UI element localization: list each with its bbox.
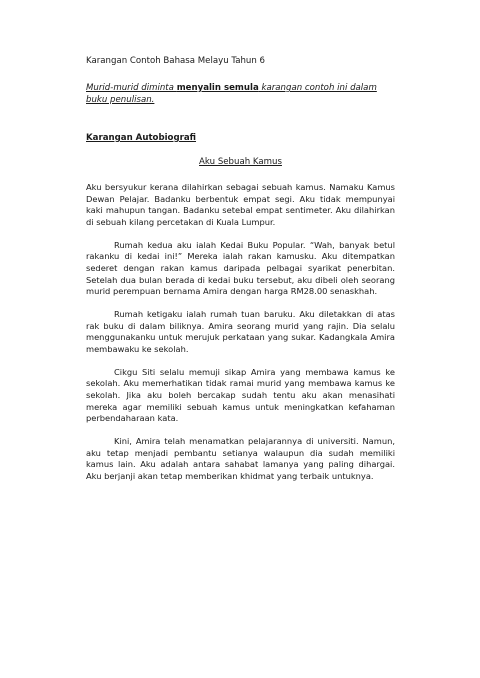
essay-title: Aku Sebuah Kamus	[199, 157, 282, 167]
instruction-emphasis: menyalin semula	[176, 83, 259, 93]
essay-paragraph-1: Aku bersyukur kerana dilahirkan sebagai sebuah kamus. Namaku Kamus Dewan Pelajar. Badanku berbentuk empat segi. Aku tidak mempunyai kaki mahupun tangan. Badanku setebal empat sentimeter. Aku dilahirkan di sebuah kilang percetakan di Kuala Lumpur.	[86, 182, 395, 227]
essay-paragraph-5: Kini, Amira telah menamatkan pelajarannya di universiti. Namun, aku tetap menjadi pembantu setianya walaupun dia sudah memiliki kamus lain. Aku adalah antara sahabat lamanya yang paling dihargai. Aku berjanji akan tetap memberikan khidmat yang terbaik untuknya.	[86, 436, 395, 482]
instruction-part-1: Murid-murid diminta	[86, 83, 177, 93]
essay-paragraph-2: Rumah kedua aku ialah Kedai Buku Popular. “Wah, banyak betul rakanku di kedai ini!” Mereka ialah rakan kamusku. Aku ditempatkan sederet dengan rakan kamus daripada pelbagai syarikat penerbitan. Setelah dua bulan berada di kedai buku tersebut, aku dibeli oleh seorang murid perempuan bernama Amira dengan harga RM28.00 senaskhah.	[86, 239, 395, 297]
essay-paragraph-3: Rumah ketigaku ialah rumah tuan baruku. Aku diletakkan di atas rak buku di dalam biliknya. Amira seorang murid yang rajin. Dia selalu menggunakanku untuk merujuk perkataan yang sukar. Kadangkala Amira membawaku ke sekolah.	[86, 309, 395, 354]
document-heading: Karangan Contoh Bahasa Melayu Tahun 6	[86, 56, 266, 66]
essay-paragraph-4: Cikgu Siti selalu memuji sikap Amira yang membawa kamus ke sekolah. Aku memerhatikan tidak ramai murid yang membawa kamus ke sekolah. Jika aku boleh bercakap sudah tentu aku akan menasihati mereka agar memiliki sebuah kamus untuk meningkatkan kefahaman perbendaharaan kata.	[86, 366, 395, 424]
instruction-text	[86, 82, 395, 106]
section-label: Karangan Autobiografi	[86, 133, 197, 143]
instruction-part-2: karangan contoh ini dalam buku penulisan.	[86, 83, 377, 105]
